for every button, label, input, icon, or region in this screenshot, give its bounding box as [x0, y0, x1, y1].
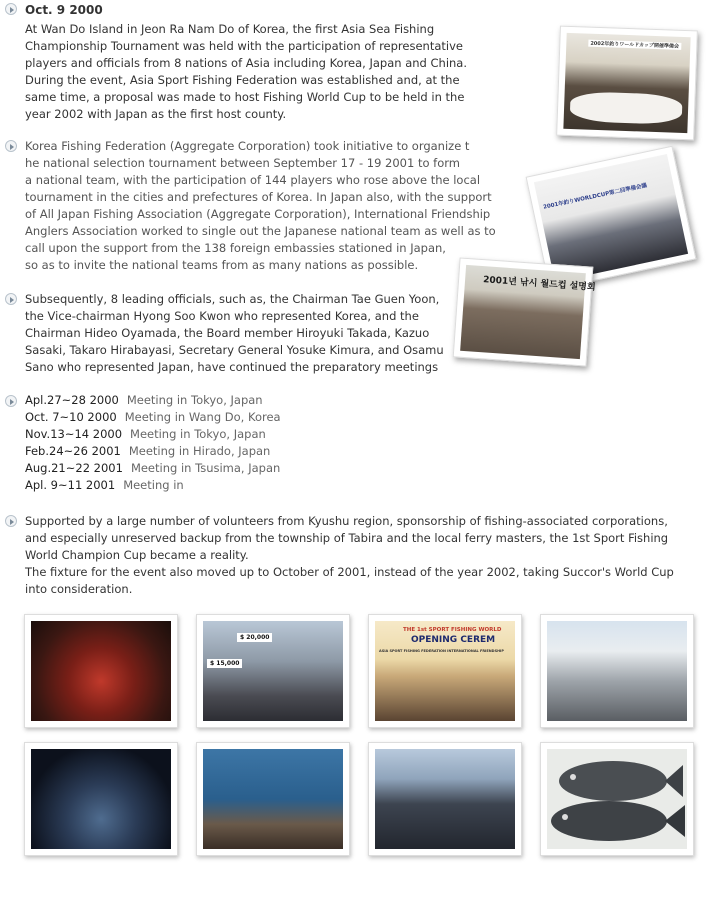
venue-tent-photo: [540, 614, 694, 728]
section2-text: [25, 138, 496, 274]
schedule-row: [25, 392, 281, 409]
anglers-boat-photo: [196, 742, 350, 856]
prize-ceremony-photo: [196, 614, 350, 728]
schedule-place: Meeting in Tsusima, Japan: [130, 461, 281, 475]
text-line: same time, a proposal was made to host Fishing World Cup to be held in the: [25, 90, 465, 104]
text-line: of All Japan Fishing Association (Aggregate Corporation), International Friendship: [25, 207, 491, 221]
korea-banner: 2001年釣りWORLDCUP第二回準備会議: [542, 182, 648, 211]
fish-catch-photo: [540, 742, 694, 856]
schedule-row: [25, 443, 281, 460]
text-line: a national team, with the participation of 144 players who rose above the local: [25, 173, 481, 187]
section-date: Oct. 9 2000: [25, 3, 103, 17]
meeting-photo-japan: [556, 26, 698, 141]
meeting-schedule: [25, 392, 281, 494]
text-line: into consideration.: [25, 582, 133, 596]
bullet-icon: [5, 140, 17, 152]
schedule-date: Feb.24~26 2001: [25, 444, 121, 458]
text-line: Chairman Hideo Oyamada, the Board member Hiroyuki Takada, Kazuo: [25, 326, 430, 340]
bullet-icon: [5, 293, 17, 305]
schedule-row: [25, 477, 281, 494]
schedule-row: [25, 409, 281, 426]
text-line: Sano who represented Japan, have continued the preparatory meetings: [25, 360, 439, 374]
fish-icon: [547, 749, 687, 849]
text-line: At Wan Do Island in Jeon Ra Nam Do of Korea, the first Asia Sea Fishing: [25, 22, 435, 36]
opening-banner: OPENING CEREM: [411, 635, 496, 645]
opening-banner: ASIA SPORT FISHING FEDERATION INTERNATIONAL FRIENDSHIP: [379, 649, 504, 653]
opening-banner: THE 1st SPORT FISHING WORLD: [403, 627, 502, 633]
section3-text: [25, 291, 444, 376]
text-line: Sasaki, Takaro Hirabayasi, Secretary General Yosuke Kimura, and Osamu: [25, 343, 444, 357]
text-line: players and officials from 8 nations of Asia including Korea, Japan and China.: [25, 56, 468, 70]
text-line: The fixture for the event also moved up to October of 2001, instead of the year 2002, taking Succor's World Cup: [25, 565, 674, 579]
text-line: Supported by a large number of volunteers from Kyushu region, sponsorship of fishing-associated corporations,: [25, 514, 668, 528]
text-line: Korea Fishing Federation (Aggregate Corporation) took initiative to organize t: [25, 139, 470, 153]
bullet-icon: [5, 515, 17, 527]
bullet-icon: [5, 3, 17, 15]
text-line: call upon the support from the 138 foreign embassies stationed in Japan,: [25, 241, 446, 255]
schedule-place: Meeting in Wang Do, Korea: [124, 410, 281, 424]
schedule-date: Apl. 9~11 2001: [25, 478, 116, 492]
section4-text: [25, 513, 674, 598]
schedule-place: Meeting in Tokyo, Japan: [130, 427, 266, 441]
schedule-place: Meeting in: [123, 478, 184, 492]
seminar-photo-korea: [453, 257, 594, 366]
text-line: he national selection tournament between September 17 - 19 2001 to form: [25, 156, 460, 170]
trophies-photo: [24, 614, 178, 728]
meeting-banner: 2002年釣りワールドカップ開催準備会: [588, 40, 681, 50]
text-line: the Vice-chairman Hyong Soo Kwon who represented Korea, and the: [25, 309, 419, 323]
group-photo: [368, 742, 522, 856]
prize-board: $ 15,000: [207, 659, 242, 668]
korea-sign: 2001년 낚시 월드컵 설명회: [482, 275, 596, 293]
schedule-place: Meeting in Hirado, Japan: [128, 444, 271, 458]
text-line: Anglers Association worked to single out the Japanese national team as well as to: [25, 224, 496, 238]
schedule-date: Apl.27~28 2000: [25, 393, 119, 407]
text-line: year 2002 with Japan as the first host county.: [25, 107, 287, 121]
text-line: and especially unreserved backup from the township of Tabira and the local ferry masters, the 1st Sport Fishing: [25, 531, 669, 545]
text-line: so as to invite the national teams from as many nations as possible.: [25, 258, 419, 272]
text-line: World Champion Cup became a reality.: [25, 548, 249, 562]
text-line: tournament in the cities and prefectures of Korea. In Japan also, with the support: [25, 190, 492, 204]
opening-ceremony-photo: [368, 614, 522, 728]
schedule-row: [25, 426, 281, 443]
bullet-icon: [5, 395, 17, 407]
schedule-date: Oct. 7~10 2000: [25, 410, 117, 424]
text-line: During the event, Asia Sport Fishing Federation was established and, at the: [25, 73, 460, 87]
text-line: Championship Tournament was held with the participation of representative: [25, 39, 463, 53]
schedule-place: Meeting in Tokyo, Japan: [126, 393, 263, 407]
prize-board: $ 20,000: [237, 633, 272, 642]
night-boat-photo: [24, 742, 178, 856]
schedule-row: [25, 460, 281, 477]
text-line: Subsequently, 8 leading officials, such as, the Chairman Tae Guen Yoon,: [25, 292, 440, 306]
schedule-date: Nov.13~14 2000: [25, 427, 123, 441]
section1-text: [25, 21, 467, 123]
schedule-date: Aug.21~22 2001: [25, 461, 123, 475]
